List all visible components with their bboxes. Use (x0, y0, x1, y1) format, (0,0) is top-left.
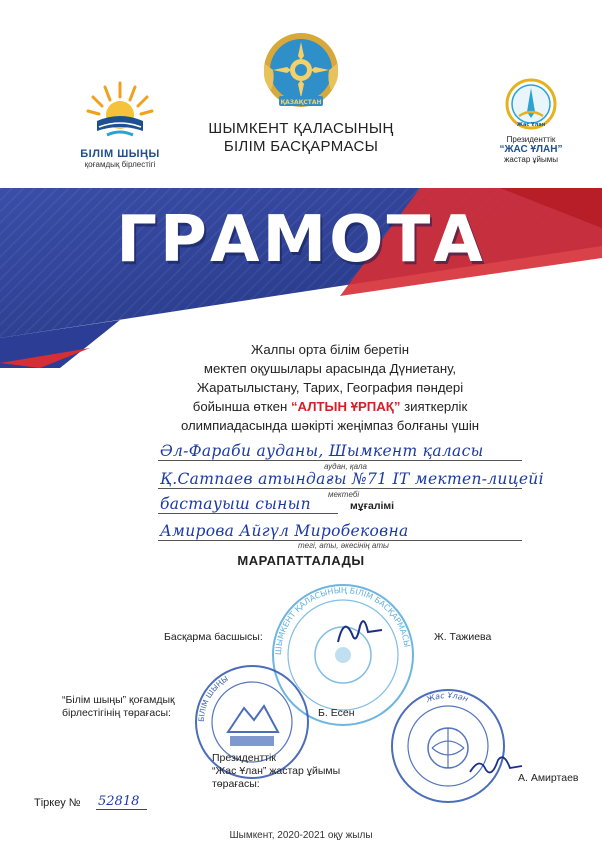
certificate-title: ГРАМОТА (116, 203, 486, 277)
district-caption: аудан, қала (324, 462, 367, 471)
zhas-ulan-logo (476, 78, 586, 164)
teacher-name-field: Амирова Айгүл Миробековна (160, 522, 409, 540)
bilim-shyny-chair-title (62, 694, 175, 720)
awarded-text: МАРАПАТТАЛАДЫ (237, 553, 365, 568)
head-name: Ж. Тажиева (434, 631, 492, 643)
stamp3-text: Жас Ұлан (425, 690, 470, 705)
zhas-ulan-badge-icon (505, 78, 557, 130)
registration-number: 52818 (96, 794, 147, 810)
city-title-line1: ШЫМКЕНТ ҚАЛАСЫНЫҢ (208, 120, 394, 137)
right-logo-name: “ЖАС ҰЛАН” (499, 144, 563, 155)
school-field: Қ.Сатпаев атындағы №71 IT мектеп-лицейі (160, 470, 544, 488)
sunrise-book-icon (85, 75, 155, 143)
teacher-caption: тегі, аты, әкесінің аты (298, 541, 389, 550)
teacher-label: мұғалімі (350, 500, 395, 512)
org1-title-line2: бірлестігінің төрағасы: (62, 707, 171, 719)
org2-title-line3: төрағасы: (212, 778, 260, 790)
award-reason-text (120, 340, 540, 435)
district-underline (158, 460, 522, 461)
org2-name: А. Амиртаев (518, 772, 579, 784)
org1-name: Б. Есен (318, 707, 355, 719)
emblem-text: ҚАЗАҚСТАН (280, 99, 322, 106)
intro-line4-after: зияткерлік (400, 399, 468, 414)
stamp1-text: ШЫМКЕНТ ҚАЛАСЫНЫҢ БІЛІМ БАСҚАРМАСЫ (273, 585, 412, 656)
class-underline (158, 513, 338, 514)
org1-title-line1: “Білім шыңы” қоғамдық (62, 694, 175, 706)
head-title: Басқарма басшысы: (164, 631, 263, 643)
zhas-ulan-stamp (388, 686, 508, 806)
zhas-ulan-signature (466, 748, 526, 784)
left-logo-name: БІЛІМ ШЫҢЫ (80, 148, 160, 160)
intro-line5: олимпиадасында шәкірті жеңімпаз болғаны үшін (180, 418, 480, 433)
city-title-line2: БІЛІМ БАСҚАРМАСЫ (223, 138, 379, 155)
intro-line3: Жаратылыстану, Тарих, География пәндері (196, 380, 464, 395)
stamp2-text: БІЛІМ ШЫҢЫ (196, 674, 230, 723)
right-badge-text: Жас Ұлан (516, 122, 546, 128)
registration-label: Тіркеу № (34, 797, 81, 809)
org2-title-line1: Президенттік (212, 752, 276, 764)
org2-title-line2: “Жас Ұлан” жастар ұйымы (212, 765, 341, 777)
school-caption: мектебі (328, 490, 360, 499)
intro-line4-before: бойынша өткен (192, 399, 291, 414)
class-field: бастауыш сынып (160, 495, 311, 513)
state-emblem (261, 30, 341, 112)
city-education-department-title (150, 120, 452, 156)
footer-text: Шымкент, 2020-2021 оқу жылы (229, 830, 373, 841)
olympiad-name: “АЛТЫН ҰРПАҚ” (290, 399, 401, 414)
district-field: Әл-Фараби ауданы, Шымкент қаласы (160, 442, 484, 460)
zhas-ulan-chair-title (212, 752, 340, 791)
intro-line2: мектеп оқушылары арасында Дүниетану, (203, 361, 457, 376)
school-underline (158, 488, 522, 489)
right-logo-pre: Президенттік (506, 135, 556, 144)
intro-line1: Жалпы орта білім беретін (251, 342, 409, 357)
head-signature (330, 612, 390, 652)
intro-line4 (120, 397, 540, 416)
right-logo-subtitle: жастар ұйымы (504, 155, 558, 164)
left-logo-subtitle: қоғамдық бірлестігі (84, 160, 156, 169)
